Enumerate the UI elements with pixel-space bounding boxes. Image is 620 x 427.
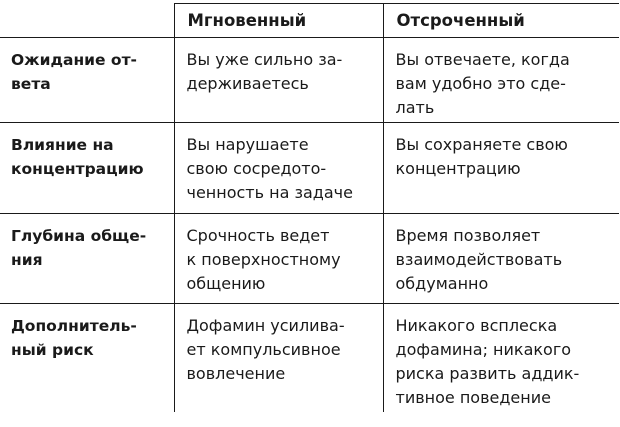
- row-label: Дополнитель- ный риск: [11, 317, 137, 359]
- header-delayed-label: Отсроченный: [396, 11, 525, 30]
- table-row: [0, 304, 619, 413]
- table-row: [0, 214, 619, 304]
- instant-text: Вы уже сильно за- держиваетесь: [186, 50, 343, 93]
- delayed-text: Никакого всплеска дофамина; никакого риска развить аддик- тивное поведение: [395, 316, 580, 407]
- delayed-cell: [383, 304, 619, 413]
- delayed-text: Время позволяет взаимодействовать обдуманно: [395, 226, 563, 293]
- header-corner-cell: [0, 4, 174, 38]
- row-label-cell: [0, 123, 174, 214]
- table-row: [0, 38, 619, 123]
- instant-cell: [174, 38, 383, 123]
- instant-text: Срочность ведет к поверхностному общению: [186, 226, 341, 293]
- header-instant-label: Мгновенный: [187, 11, 307, 30]
- instant-cell: [174, 214, 383, 304]
- row-label: Ожидание от- вета: [11, 51, 137, 93]
- row-label-cell: [0, 214, 174, 304]
- row-label: Глубина обще- ния: [11, 227, 147, 269]
- header-row: [0, 4, 619, 38]
- instant-cell: [174, 304, 383, 413]
- row-label-cell: [0, 304, 174, 413]
- delayed-cell: [383, 214, 619, 304]
- row-label-cell: [0, 38, 174, 123]
- instant-text: Вы нарушаете свою сосредото- ченность на задаче: [186, 135, 353, 202]
- row-label: Влияние на концентрацию: [11, 136, 144, 178]
- instant-cell: [174, 123, 383, 214]
- header-delayed: [383, 4, 619, 38]
- delayed-text: Вы отвечаете, когда вам удобно это сде- лать: [395, 50, 570, 117]
- table-row: [0, 123, 619, 214]
- comparison-table: [0, 3, 619, 412]
- instant-text: Дофамин усилива- ет компульсивное вовлечение: [186, 316, 345, 383]
- delayed-text: Вы сохраняете свою концентрацию: [395, 135, 568, 178]
- delayed-cell: [383, 38, 619, 123]
- header-instant: [174, 4, 383, 38]
- delayed-cell: [383, 123, 619, 214]
